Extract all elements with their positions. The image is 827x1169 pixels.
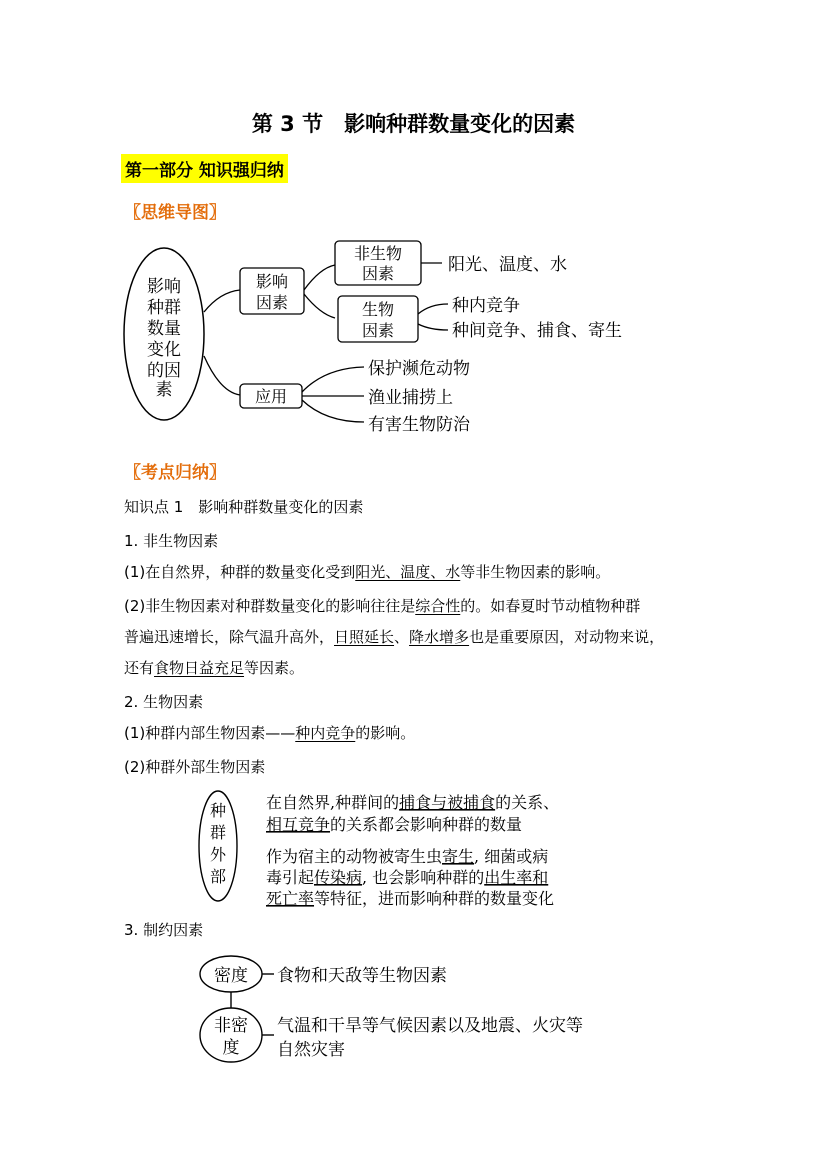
biotic-detail-2: 种间竞争、捕食、寄生: [452, 321, 622, 341]
section-3-title: 3. 制约因素: [124, 921, 204, 939]
center-line: 数量: [147, 319, 181, 339]
mind-map-diagram: [120, 232, 700, 442]
paragraph-line: (2)非生物因素对种群数量变化的影响往往是综合性的。如春夏时节动植物种群: [124, 597, 641, 615]
biotic-detail-1: 种内竞争: [452, 296, 520, 316]
density-text: 食物和天敌等生物因素: [277, 966, 447, 986]
oval-char: 群: [209, 823, 227, 842]
paragraph-line: 还有食物日益充足等因素。: [124, 659, 305, 677]
svg-text:毒引起传染病, 也会影响种群的出生率和: 毒引起传染病, 也会影响种群的出生率和: [266, 868, 549, 887]
oval-char: 外: [209, 845, 227, 864]
section-1-title: 1. 非生物因素: [124, 532, 219, 550]
oval-char: 种: [209, 801, 227, 820]
app-item-2: 渔业捕捞上: [368, 388, 453, 408]
factors-box-line: 因素: [255, 293, 289, 312]
nondensity-text: 自然灾害: [277, 1040, 345, 1060]
biotic-box-line: 因素: [361, 321, 395, 340]
external-factors-diagram: [198, 786, 648, 910]
paragraph-line: (1)在自然界，种群的数量变化受到阳光、温度、水等非生物因素的影响。: [124, 563, 611, 581]
part-heading: 第一部分 知识强归纳: [121, 154, 288, 183]
paragraph-line: (1)种群内部生物因素——种内竞争的影响。: [124, 724, 416, 742]
center-line: 的因: [147, 361, 181, 381]
paragraph-line: (2)种群外部生物因素: [124, 758, 266, 776]
nondensity-text: 气温和干旱等气候因素以及地震、火灾等: [277, 1016, 583, 1036]
svg-text:死亡率等特征，进而影响种群的数量变化: 死亡率等特征，进而影响种群的数量变化: [266, 889, 555, 908]
app-item-3: 有害生物防治: [368, 415, 470, 435]
svg-text:相互竞争的关系都会影响种群的数量: 相互竞争的关系都会影响种群的数量: [266, 815, 523, 834]
summary-heading: 〖考点归纳〗: [124, 463, 226, 483]
knowledge-point-title: 知识点 1 影响种群数量变化的因素: [124, 498, 364, 516]
section-2-title: 2. 生物因素: [124, 693, 204, 711]
mindmap-heading: 〖思维导图〗: [124, 203, 226, 223]
nondensity-label: 非密: [214, 1016, 248, 1036]
center-line: 变化: [147, 340, 181, 360]
paragraph-line: 普遍迅速增长，除气温升高外，日照延长、降水增多也是重要原因，对动物来说，: [124, 628, 665, 646]
constraint-diagram: [194, 952, 644, 1067]
center-line: 素: [155, 380, 173, 400]
page-title: 第 3 节 影响种群数量变化的因素: [251, 112, 576, 136]
svg-text:在自然界,种群间的捕食与被捕食的关系、: 在自然界,种群间的捕食与被捕食的关系、: [266, 793, 560, 812]
factors-box-line: 影响: [255, 272, 289, 291]
center-line: 种群: [147, 298, 181, 318]
abiotic-box-line: 非生物: [353, 244, 403, 263]
density-label: 密度: [214, 966, 248, 986]
biotic-box-line: 生物: [361, 300, 395, 319]
nondensity-label: 度: [222, 1038, 240, 1058]
svg-text:作为宿主的动物被寄生虫寄生, 细菌或病: 作为宿主的动物被寄生虫寄生, 细菌或病: [266, 847, 549, 866]
abiotic-box-line: 因素: [361, 264, 395, 283]
oval-char: 部: [209, 867, 227, 886]
abiotic-detail: 阳光、温度、水: [448, 255, 567, 275]
app-item-1: 保护濒危动物: [368, 359, 470, 379]
application-box-label: 应用: [254, 387, 288, 406]
center-line: 影响: [147, 277, 181, 297]
